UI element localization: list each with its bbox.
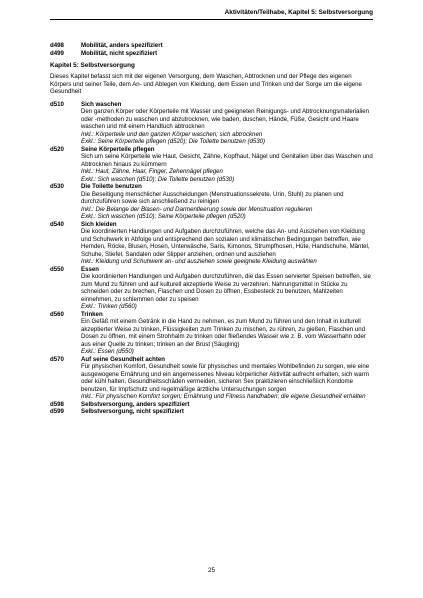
running-header: Aktivitäten/Teilhabe, Kapitel 5: Selbstversorgung [50, 8, 373, 20]
entry-code: d520 [50, 145, 64, 153]
entry-body [81, 356, 373, 401]
entry-title: Trinken [81, 310, 103, 318]
entry-inclusion: Inkl.: Für physischen Komfort sorgen; Ernährung und Fitness handhaben; die eigene Gesundheit erhalten [81, 393, 366, 400]
entry-title: Sich kleiden [81, 220, 117, 228]
entry-title: Mobilität, anders spezifiziert [81, 42, 163, 49]
entry-inclusion: Inkl.: Haut, Zähne, Haar, Finger, Zehennägel pflegen [81, 168, 223, 175]
entry-title: Mobilität, nicht spezifiziert [81, 49, 158, 57]
entry-exclusion: Exkl.: Essen (d550) [81, 348, 134, 355]
entry-title: Seine Körperteile pflegen [81, 145, 155, 153]
code-entry [50, 183, 373, 221]
code-entry [50, 50, 373, 58]
entry-code: d530 [50, 183, 64, 190]
entry-code: d570 [50, 355, 64, 363]
code-entry [50, 401, 373, 409]
entry-title: Sich waschen [81, 100, 122, 108]
entry-code: d599 [50, 408, 64, 415]
entry-body [81, 266, 373, 311]
code-entry [50, 408, 373, 416]
code-entry [50, 266, 373, 311]
entry-code: d499 [50, 49, 64, 57]
code-entry [50, 356, 373, 401]
entry-description: Ein Gefäß mit einem Getränk in die Hand zu nehmen, es zum Mund zu führen und den Inhalt in kulturell akzeptierter Weise zu trinken, Flüssigkeiten zum Trinken zu mischen, zu rühren, zu gießen, Flaschen und Dosen zu öffnen, mit einem Strohhalm zu trinken oder fließendes Wasser wie z. B. vom Wasserhahn oder aus einer Quelle zu trinken; trinken an der Brust (Säugling) [81, 318, 366, 348]
code-entry [50, 311, 373, 356]
entry-inclusion: Inkl.: Körperteile und den ganzen Körper waschen; sich abtrocknen [81, 130, 263, 138]
entry-code: d560 [50, 310, 64, 318]
chapter-intro: Dieses Kapitel befasst sich mit der eigenen Versorgung, dem Waschen, Abtrocknen und der Pflege des eigenen Körpers und seiner Teile, dem An- und Ablegen von Kleidung, dem Essen und Trinken und der Sorge um die eigene Gesundheit [50, 73, 362, 95]
entry-title: Essen [81, 265, 99, 273]
entry-title: Selbstversorgung, anders spezifiziert [81, 400, 190, 408]
entry-description: Für physischen Komfort, Gesundheit sowie für physisches und mentales Wohlbefinden zu sorgen, wie eine ausgewogene Ernährung und ein angemessenes Niveau körperlicher Aktivität aufrecht erhalten, sich warm oder kühl halten, Gesundheitsschäden vermeiden, sicheren Sex praktizieren einschließlich Kondome benutzen, für Impfschutz und regelmäßige ärztliche Untersuchungen sorgen [81, 363, 370, 393]
entry-title: Die Toilette benutzen [81, 183, 142, 190]
entry-exclusion: Exkl.: Trinken (d560) [81, 303, 137, 310]
entry-description: Die Beseitigung menschlicher Ausscheidungen (Menstruationssekrete, Urin, Stuhl) zu planen und durchzuführen sowie sich anschließend zu reinigen [81, 190, 344, 205]
entry-body [81, 101, 373, 146]
entry-exclusion: Exkl.: Seine Körperteile pflegen (d520); Die Toilette benutzen (d530) [81, 138, 266, 145]
item-list [50, 101, 373, 401]
chapter-heading: Kapitel 5: Selbstversorgung [50, 62, 135, 69]
entry-code: d498 [50, 42, 64, 49]
entry-title: Auf seine Gesundheit achten [81, 355, 165, 363]
page-content [50, 42, 373, 416]
code-entry [50, 101, 373, 146]
entry-body [81, 311, 373, 356]
entry-code: d598 [50, 400, 64, 408]
code-entry [50, 42, 373, 50]
post-item-list [50, 401, 373, 416]
entry-exclusion: Exkl.: Sich waschen (d510); Die Toilette benutzen (d530) [81, 175, 235, 183]
entry-description: Die koordinierten Handlungen und Aufgaben durchzuführen, die das Essen servierter Speisen betreffen, sie zum Mund zu führen und auf kulturell akzeptierte Weise zu verzehren. Nahrungsmittel in Stücke zu schneiden oder zu brechen, Flaschen und Dosen zu öffnen, Essbesteck zu benutzen, Mahlzeiten einnehmen, zu schlemmen oder zu speisen [81, 273, 371, 303]
entry-code: d540 [50, 220, 64, 228]
entry-description: Die koordinierten Handlungen und Aufgaben durchzuführen, welche das An- und Ausziehen von Kleidung und Schuhwerk in Abfolge und entsprechend den sozialen und klimatischen Bedingungen betreffen, wie Hemden, Röcke, Blusen, Hosen, Unterwäsche, Saris, Kimonos, Strumpfhosen, Hüte, Handschuhe, Mäntel, Schuhe, Stiefel, Sandalen oder Slipper anziehen, ordnen und ausziehen [81, 228, 370, 258]
page-number: 25 [207, 567, 216, 574]
entry-body [81, 183, 373, 221]
entry-body [81, 221, 373, 266]
entry-inclusion: Inkl.: Die Belange der Blasen- und Darmentleerung sowie der Menstruation regulieren [81, 205, 313, 213]
entry-exclusion: Exkl.: Sich waschen (d510); Seine Körperteile pflegen (d520) [81, 213, 246, 220]
entry-body [81, 146, 373, 184]
pre-item-list [50, 42, 373, 57]
entry-description: Sich um seine Körperteile wie Haut, Gesicht, Zähne, Kopfhaut, Nägel und Genitalien über das Waschen und Abtrocknen hinaus zu kümmern [81, 153, 373, 168]
entry-description: Den ganzen Körper oder Körperteile mit Wasser und geeigneten Reinigungs- und Abtrocknungsmaterialien oder -methoden zu waschen und abzutrocknen, wie baden, duschen, Hände, Füße, Gesicht und Haare waschen und mit einem Handtuch abtrocknen [81, 108, 370, 130]
entry-inclusion: Inkl.: Kleidung und Schuhwerk an- und ausziehen sowie geeignete Kleidung auswählen [81, 258, 317, 265]
code-entry [50, 221, 373, 266]
code-entry [50, 146, 373, 184]
entry-code: d550 [50, 265, 64, 273]
entry-code: d510 [50, 100, 64, 108]
entry-title: Selbstversorgung, nicht spezifiziert [81, 408, 184, 415]
